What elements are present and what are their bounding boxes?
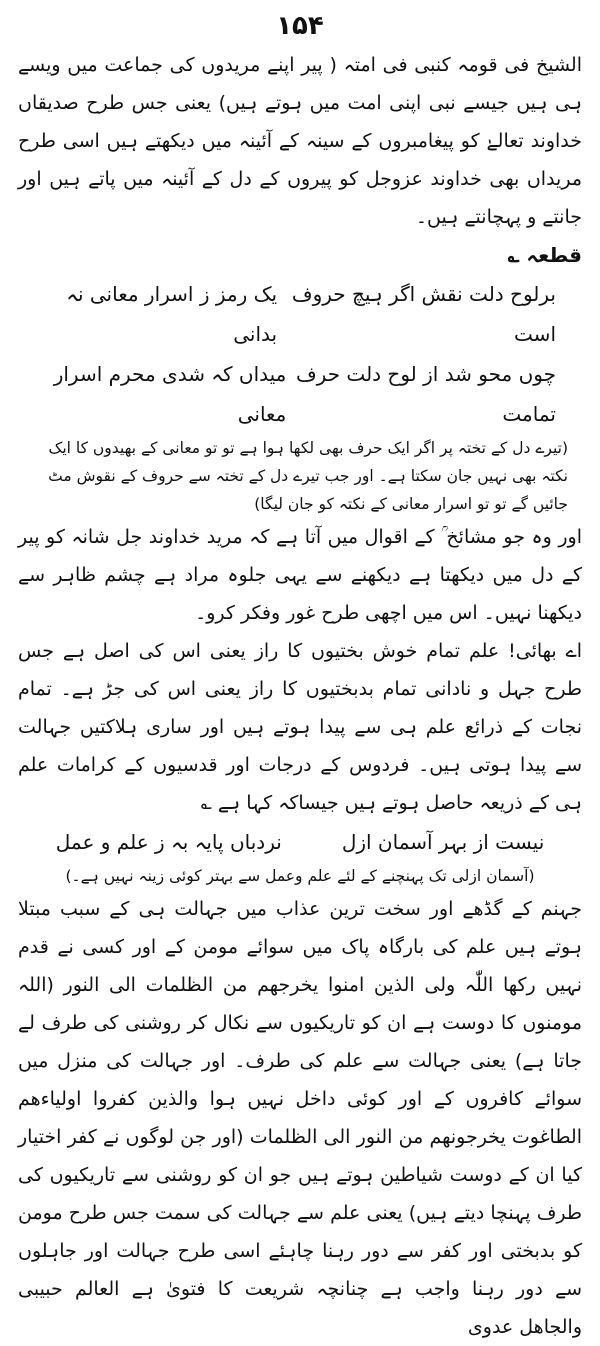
verse-1-first-hemistich: برلوح دلت نقش اگر ہیچ حروف است [291,282,556,346]
verse-translation-note: (تیرے دل کے تختہ پر اگر ایک حرف بھی لکھا ہوا ہے تو تو معانی کے بھیدوں کا ایک نکتہ بھی نہیں جان سکتا ہے۔ اور جب تیرے دل کے تختہ سے حروف کے نقوش مٹ جائیں گے تو تو اسرار معانی کے نکتہ کو جان لیگا) [48,439,568,513]
verse-1-second-hemistich: یک رمز ز اسرار معانی نہ بدانی [66,282,278,346]
verse-line-2 [18,354,582,434]
paragraph-jahalat: جہنم کے گڈھے اور سخت ترین عذاب میں جہالت ہی کے سبب مبتلا ہوتے ہیں علم کی بارگاہ پاک میں سوائے مومن کے اور کسی نے قدم نہیں رکھا اللّٰہ ولی الذین امنوا یخرجھم من الظلمات الی النور (اللہ مومنوں کا دوست ہے ان کو تاریکیوں سے نکال کر روشنی کی طرف لے جاتا ہے) یعنی جہالت سے علم کی طرف۔ اور جہالت کی منزل میں سوائے کافروں کے اور کوئی داخل نہیں ہوا والذین کفروا اولیاءھم الطاغوت یخرجونھم من النور الی الظلمات (اور جن لوگوں نے کفر اختیار کیا ان کے دوست شیاطین ہوتے ہیں جو ان کو روشنی سے تاریکیوں کی طرف پہنچا دیتے ہیں) یعنی علم سے جہالت کی سمت جس طرح مومن کو بدبختی اور کفر سے دور رہنا چاہئے اسی طرح جہالت اور جاہلوں سے دور رہنا واجب ہے چنانچہ شریعت کا فتویٰ ہے العالم حبیبی والجاھل عدوی [18,898,582,1338]
qita-heading: قطعہ ؎ [507,243,582,267]
verse-3-translation-note: (آسمان ازلی تک پہنچنے کے لئے علم وعمل سے بہتر کوئی زینہ نہیں ہے۔) [65,867,535,885]
paragraph-knowledge: اے بھائی! علم تمام خوش بختیوں کا راز یعنی اس کی اصل ہے جس طرح جہل و نادانی تمام بدبختیوں کا راز یعنی اس کی جڑ ہے۔ تمام نجات کے ذرائع علم ہی سے پیدا ہوتے ہیں اور ساری ہلاکتیں جہالت سے پیدا ہوتی ہیں۔ فردوس کے درجات اور قدسیوں کے کرامات علم ہی کے ذریعہ حاصل ہوتے ہیں جیساکہ کہا ہے ؎ [18,640,582,814]
verse-line-3 [18,822,582,862]
verse-2-second-hemistich: میداں کہ شدی محرم اسرار معانی [53,362,287,426]
verse-line-1 [18,274,582,354]
paragraph-opening: الشیخ فی قومہ کنبی فی امتہ ( پیر اپنے مریدوں کی جماعت میں ویسے ہی ہیں جیسے نبی اپنی امت میں ہوتے ہیں) یعنی جس طرح صدیقاں خداوند تعالےٰ کو پیغامبروں کے سینہ کے آئینہ میں دیکھتے ہیں اسی طرح مریداں بھی خداوند عزوجل کو پیروں کے دل کے آئینہ میں پاتے ہیں اور جانتے و پہچانتے ہیں۔ [18,54,582,228]
verse-3-first-hemistich: نیست از بہر آسمان ازل [341,830,545,854]
paragraph-mashaikh: اور وہ جو مشائخ ؒ کے اقوال میں آتا ہے کہ مرید خداوند جل شانہ کو پیر کے دل میں دیکھتا ہے دیکھنے سے یہی جلوہ مراد ہے چشم ظاہر سے دیکھنا نہیں۔ اس میں اچھی طرح غور وفکر کرو۔ [18,526,582,624]
verse-2-first-hemistich: چوں محو شد از لوح دلت حرف تمامت [295,362,556,426]
page-number: ۱۵۴ [276,11,324,41]
verse-3-second-hemistich: نردباں پایہ بہ ز علم و عمل [55,830,282,854]
